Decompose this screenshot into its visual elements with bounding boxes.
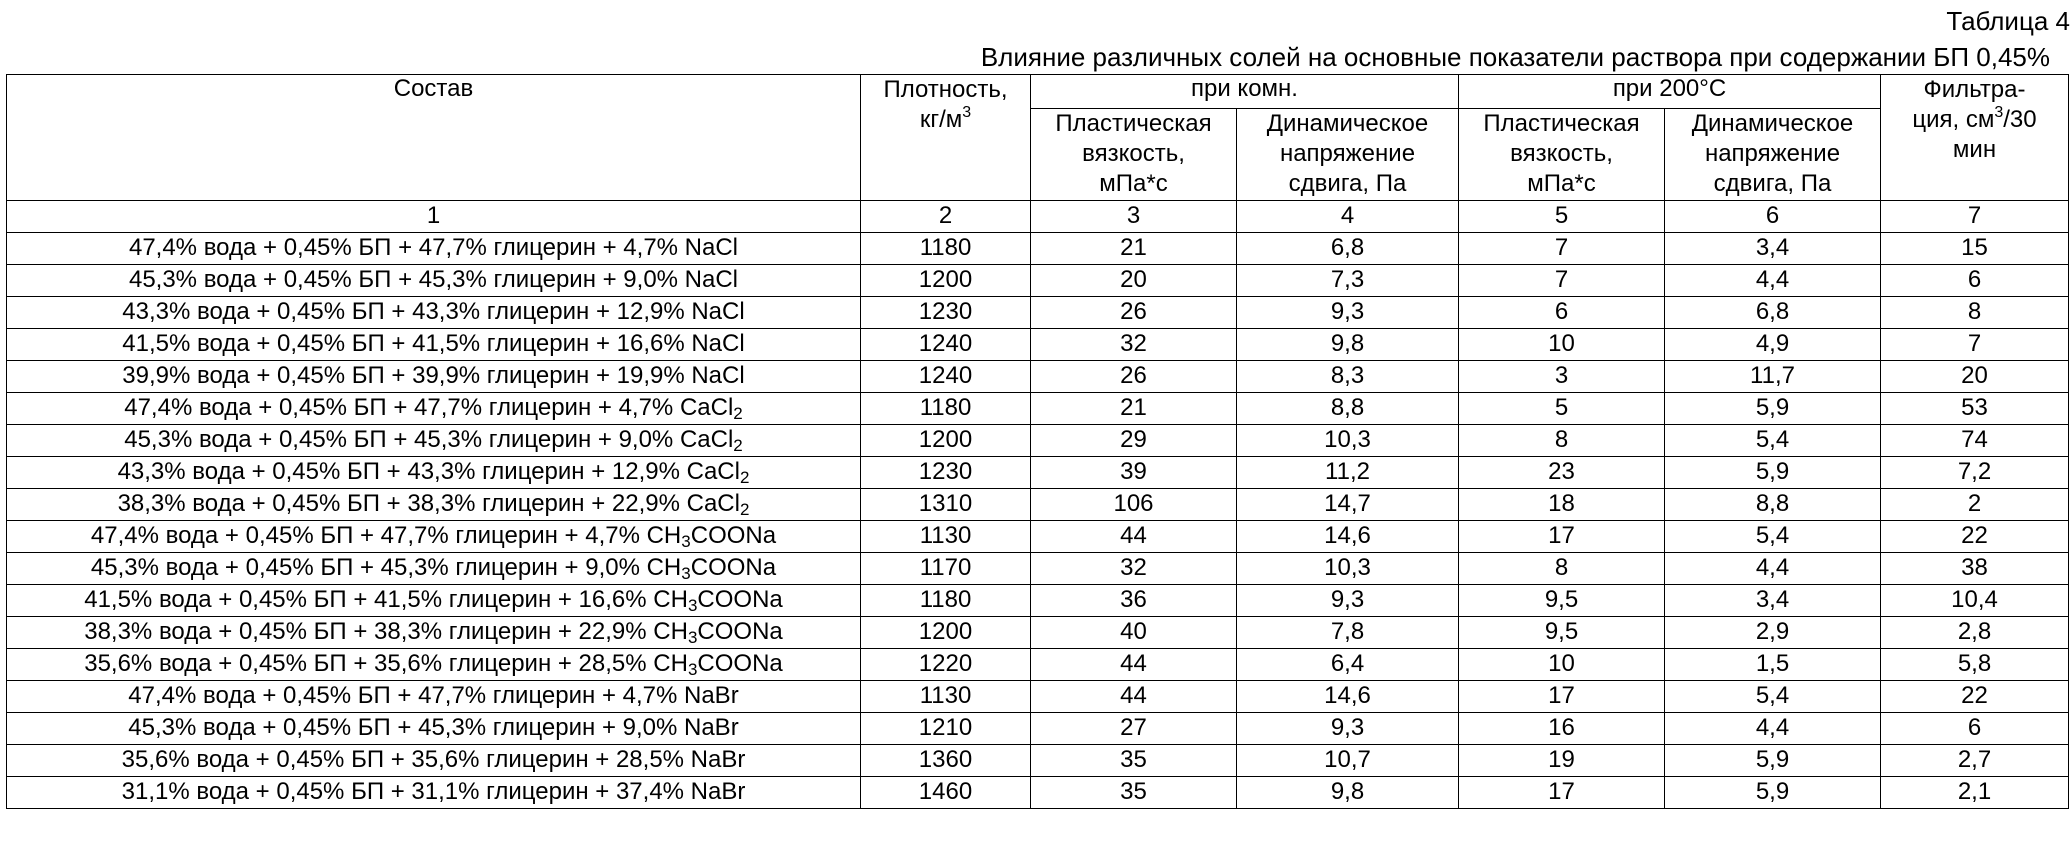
- composition-cell: 43,3% вода + 0,45% БП + 43,3% глицерин + 12,9% NaCl: [7, 297, 861, 329]
- column-number: 4: [1237, 201, 1459, 233]
- dynamic-stress-200c-cell: 4,4: [1665, 553, 1881, 585]
- filtration-cell: 22: [1881, 681, 2069, 713]
- plastic-viscosity-room-cell: 20: [1031, 265, 1237, 297]
- dynamic-stress-200c-cell: 5,9: [1665, 457, 1881, 489]
- table-row: [7, 649, 2069, 681]
- filtration-cell: 2,7: [1881, 745, 2069, 777]
- column-number-row: [7, 201, 2069, 233]
- density-cell: 1200: [861, 617, 1031, 649]
- plastic-viscosity-200c-cell: 6: [1459, 297, 1665, 329]
- plastic-viscosity-room-cell: 44: [1031, 649, 1237, 681]
- filtration-cell: 22: [1881, 521, 2069, 553]
- column-number: 2: [861, 201, 1031, 233]
- composition-cell: 45,3% вода + 0,45% БП + 45,3% глицерин + 9,0% NaBr: [7, 713, 861, 745]
- density-cell: 1200: [861, 425, 1031, 457]
- dynamic-stress-room-cell: 14,6: [1237, 681, 1459, 713]
- plastic-viscosity-room-cell: 32: [1031, 329, 1237, 361]
- header-filtration: Фильтра- ция, $см^3/30$ мин: [1881, 75, 2069, 201]
- dynamic-stress-room-cell: 9,8: [1237, 329, 1459, 361]
- density-cell: 1240: [861, 361, 1031, 393]
- filtration-cell: 2,8: [1881, 617, 2069, 649]
- composition-cell: 41,5% вода + 0,45% БП + 41,5% глицерин + 16,6% $CH_3COONa$: [7, 585, 861, 617]
- table-row: [7, 681, 2069, 713]
- plastic-viscosity-room-cell: 44: [1031, 521, 1237, 553]
- density-cell: 1130: [861, 681, 1031, 713]
- dynamic-stress-room-cell: 9,3: [1237, 297, 1459, 329]
- column-number: 1: [7, 201, 861, 233]
- table-row: [7, 553, 2069, 585]
- plastic-viscosity-200c-cell: 10: [1459, 649, 1665, 681]
- composition-cell: 45,3% вода + 0,45% БП + 45,3% глицерин + 9,0% CaCl$_2$: [7, 425, 861, 457]
- plastic-viscosity-200c-cell: 7: [1459, 265, 1665, 297]
- plastic-viscosity-room-cell: 40: [1031, 617, 1237, 649]
- table-row: [7, 489, 2069, 521]
- dynamic-stress-room-cell: 14,6: [1237, 521, 1459, 553]
- plastic-viscosity-room-cell: 27: [1031, 713, 1237, 745]
- plastic-viscosity-room-cell: 35: [1031, 745, 1237, 777]
- density-cell: 1170: [861, 553, 1031, 585]
- plastic-viscosity-200c-cell: 9,5: [1459, 617, 1665, 649]
- header-plastic-viscosity-200c: Пластическая вязкость, мПа*с: [1459, 109, 1665, 201]
- salts-table: [6, 74, 2069, 809]
- dynamic-stress-room-cell: 10,3: [1237, 425, 1459, 457]
- density-cell: 1130: [861, 521, 1031, 553]
- density-cell: 1240: [861, 329, 1031, 361]
- density-cell: 1210: [861, 713, 1031, 745]
- dynamic-stress-room-cell: 7,8: [1237, 617, 1459, 649]
- plastic-viscosity-200c-cell: 9,5: [1459, 585, 1665, 617]
- plastic-viscosity-200c-cell: 7: [1459, 233, 1665, 265]
- table-number: Таблица 4: [1946, 6, 2070, 36]
- plastic-viscosity-200c-cell: 17: [1459, 777, 1665, 809]
- plastic-viscosity-room-cell: 39: [1031, 457, 1237, 489]
- plastic-viscosity-room-cell: 29: [1031, 425, 1237, 457]
- plastic-viscosity-200c-cell: 8: [1459, 425, 1665, 457]
- dynamic-stress-200c-cell: 11,7: [1665, 361, 1881, 393]
- plastic-viscosity-200c-cell: 17: [1459, 521, 1665, 553]
- composition-cell: 47,4% вода + 0,45% БП + 47,7% глицерин + 4,7% $CH_3COONa$: [7, 521, 861, 553]
- density-cell: 1200: [861, 265, 1031, 297]
- plastic-viscosity-200c-cell: 19: [1459, 745, 1665, 777]
- dynamic-stress-200c-cell: 4,4: [1665, 265, 1881, 297]
- dynamic-stress-room-cell: 10,3: [1237, 553, 1459, 585]
- filtration-cell: 7,2: [1881, 457, 2069, 489]
- composition-cell: 47,4% вода + 0,45% БП + 47,7% глицерин + 4,7% CaCl$_2$: [7, 393, 861, 425]
- dynamic-stress-room-cell: 6,4: [1237, 649, 1459, 681]
- density-cell: 1460: [861, 777, 1031, 809]
- dynamic-stress-200c-cell: 4,9: [1665, 329, 1881, 361]
- dynamic-stress-200c-cell: 1,5: [1665, 649, 1881, 681]
- dynamic-stress-200c-cell: 5,4: [1665, 425, 1881, 457]
- plastic-viscosity-200c-cell: 10: [1459, 329, 1665, 361]
- composition-cell: 35,6% вода + 0,45% БП + 35,6% глицерин + 28,5% $CH_3COONa$: [7, 649, 861, 681]
- dynamic-stress-room-cell: 10,7: [1237, 745, 1459, 777]
- plastic-viscosity-200c-cell: 8: [1459, 553, 1665, 585]
- plastic-viscosity-200c-cell: 16: [1459, 713, 1665, 745]
- header-density: Плотность, $кг/м^3$: [861, 75, 1031, 201]
- table-body: [7, 233, 2069, 809]
- table-title: Влияние различных солей на основные показатели раствора при содержании БП 0,45%: [980, 42, 2050, 72]
- filtration-cell: 8: [1881, 297, 2069, 329]
- table-row: [7, 233, 2069, 265]
- dynamic-stress-200c-cell: 5,4: [1665, 681, 1881, 713]
- table-row: [7, 361, 2069, 393]
- composition-cell: 43,3% вода + 0,45% БП + 43,3% глицерин + 12,9% CaCl$_2$: [7, 457, 861, 489]
- density-cell: 1180: [861, 585, 1031, 617]
- column-number: 6: [1665, 201, 1881, 233]
- composition-cell: 38,3% вода + 0,45% БП + 38,3% глицерин + 22,9% $CH_3COONa$: [7, 617, 861, 649]
- filtration-cell: 2: [1881, 489, 2069, 521]
- dynamic-stress-room-cell: 6,8: [1237, 233, 1459, 265]
- column-number: 3: [1031, 201, 1237, 233]
- plastic-viscosity-room-cell: 36: [1031, 585, 1237, 617]
- column-number: 7: [1881, 201, 2069, 233]
- composition-cell: 45,3% вода + 0,45% БП + 45,3% глицерин + 9,0% NaCl: [7, 265, 861, 297]
- plastic-viscosity-room-cell: 26: [1031, 361, 1237, 393]
- density-cell: 1220: [861, 649, 1031, 681]
- plastic-viscosity-room-cell: 44: [1031, 681, 1237, 713]
- column-number: 5: [1459, 201, 1665, 233]
- density-cell: 1180: [861, 393, 1031, 425]
- plastic-viscosity-200c-cell: 17: [1459, 681, 1665, 713]
- filtration-cell: 15: [1881, 233, 2069, 265]
- composition-cell: 47,4% вода + 0,45% БП + 47,7% глицерин + 4,7% NaCl: [7, 233, 861, 265]
- dynamic-stress-200c-cell: 4,4: [1665, 713, 1881, 745]
- header-plastic-viscosity-room: Пластическая вязкость, мПа*с: [1031, 109, 1237, 201]
- dynamic-stress-room-cell: 9,8: [1237, 777, 1459, 809]
- filtration-cell: 2,1: [1881, 777, 2069, 809]
- dynamic-stress-room-cell: 14,7: [1237, 489, 1459, 521]
- table-row: [7, 617, 2069, 649]
- filtration-cell: 10,4: [1881, 585, 2069, 617]
- density-cell: 1310: [861, 489, 1031, 521]
- composition-cell: 41,5% вода + 0,45% БП + 41,5% глицерин + 16,6% NaCl: [7, 329, 861, 361]
- dynamic-stress-200c-cell: 5,9: [1665, 777, 1881, 809]
- filtration-cell: 5,8: [1881, 649, 2069, 681]
- dynamic-stress-200c-cell: 3,4: [1665, 585, 1881, 617]
- dynamic-stress-200c-cell: 5,9: [1665, 393, 1881, 425]
- plastic-viscosity-room-cell: 26: [1031, 297, 1237, 329]
- plastic-viscosity-room-cell: 21: [1031, 233, 1237, 265]
- table-row: [7, 457, 2069, 489]
- dynamic-stress-room-cell: 9,3: [1237, 585, 1459, 617]
- table-row: [7, 297, 2069, 329]
- dynamic-stress-room-cell: 9,3: [1237, 713, 1459, 745]
- composition-cell: 38,3% вода + 0,45% БП + 38,3% глицерин + 22,9% CaCl$_2$: [7, 489, 861, 521]
- plastic-viscosity-room-cell: 32: [1031, 553, 1237, 585]
- plastic-viscosity-room-cell: 106: [1031, 489, 1237, 521]
- table-row: [7, 393, 2069, 425]
- filtration-cell: 53: [1881, 393, 2069, 425]
- composition-cell: 47,4% вода + 0,45% БП + 47,7% глицерин + 4,7% NaBr: [7, 681, 861, 713]
- table-row: [7, 585, 2069, 617]
- filtration-cell: 6: [1881, 265, 2069, 297]
- table-row: [7, 777, 2069, 809]
- dynamic-stress-room-cell: 8,3: [1237, 361, 1459, 393]
- dynamic-stress-200c-cell: 6,8: [1665, 297, 1881, 329]
- filtration-cell: 6: [1881, 713, 2069, 745]
- table-row: [7, 329, 2069, 361]
- table-row: [7, 265, 2069, 297]
- header-dynamic-stress-room: Динамическое напряжение сдвига, Па: [1237, 109, 1459, 201]
- filtration-cell: 38: [1881, 553, 2069, 585]
- dynamic-stress-room-cell: 7,3: [1237, 265, 1459, 297]
- table-row: [7, 745, 2069, 777]
- composition-cell: 39,9% вода + 0,45% БП + 39,9% глицерин + 19,9% NaCl: [7, 361, 861, 393]
- dynamic-stress-200c-cell: 5,4: [1665, 521, 1881, 553]
- dynamic-stress-room-cell: 8,8: [1237, 393, 1459, 425]
- plastic-viscosity-room-cell: 21: [1031, 393, 1237, 425]
- filtration-cell: 74: [1881, 425, 2069, 457]
- dynamic-stress-200c-cell: 8,8: [1665, 489, 1881, 521]
- density-cell: 1360: [861, 745, 1031, 777]
- plastic-viscosity-room-cell: 35: [1031, 777, 1237, 809]
- table-row: [7, 425, 2069, 457]
- plastic-viscosity-200c-cell: 23: [1459, 457, 1665, 489]
- dynamic-stress-200c-cell: 2,9: [1665, 617, 1881, 649]
- plastic-viscosity-200c-cell: 3: [1459, 361, 1665, 393]
- density-cell: 1230: [861, 457, 1031, 489]
- density-cell: 1180: [861, 233, 1031, 265]
- composition-cell: 31,1% вода + 0,45% БП + 31,1% глицерин + 37,4% NaBr: [7, 777, 861, 809]
- filtration-cell: 20: [1881, 361, 2069, 393]
- header-200c: при 200°С: [1459, 75, 1881, 109]
- dynamic-stress-room-cell: 11,2: [1237, 457, 1459, 489]
- composition-cell: 45,3% вода + 0,45% БП + 45,3% глицерин + 9,0% $CH_3COONa$: [7, 553, 861, 585]
- header-room-temperature: при комн.: [1031, 75, 1459, 109]
- density-cell: 1230: [861, 297, 1031, 329]
- dynamic-stress-200c-cell: 3,4: [1665, 233, 1881, 265]
- table-row: [7, 713, 2069, 745]
- plastic-viscosity-200c-cell: 5: [1459, 393, 1665, 425]
- filtration-cell: 7: [1881, 329, 2069, 361]
- plastic-viscosity-200c-cell: 18: [1459, 489, 1665, 521]
- dynamic-stress-200c-cell: 5,9: [1665, 745, 1881, 777]
- table-row: [7, 521, 2069, 553]
- header-composition: Состав: [7, 75, 861, 201]
- header-dynamic-stress-200c: Динамическое напряжение сдвига, Па: [1665, 109, 1881, 201]
- composition-cell: 35,6% вода + 0,45% БП + 35,6% глицерин + 28,5% NaBr: [7, 745, 861, 777]
